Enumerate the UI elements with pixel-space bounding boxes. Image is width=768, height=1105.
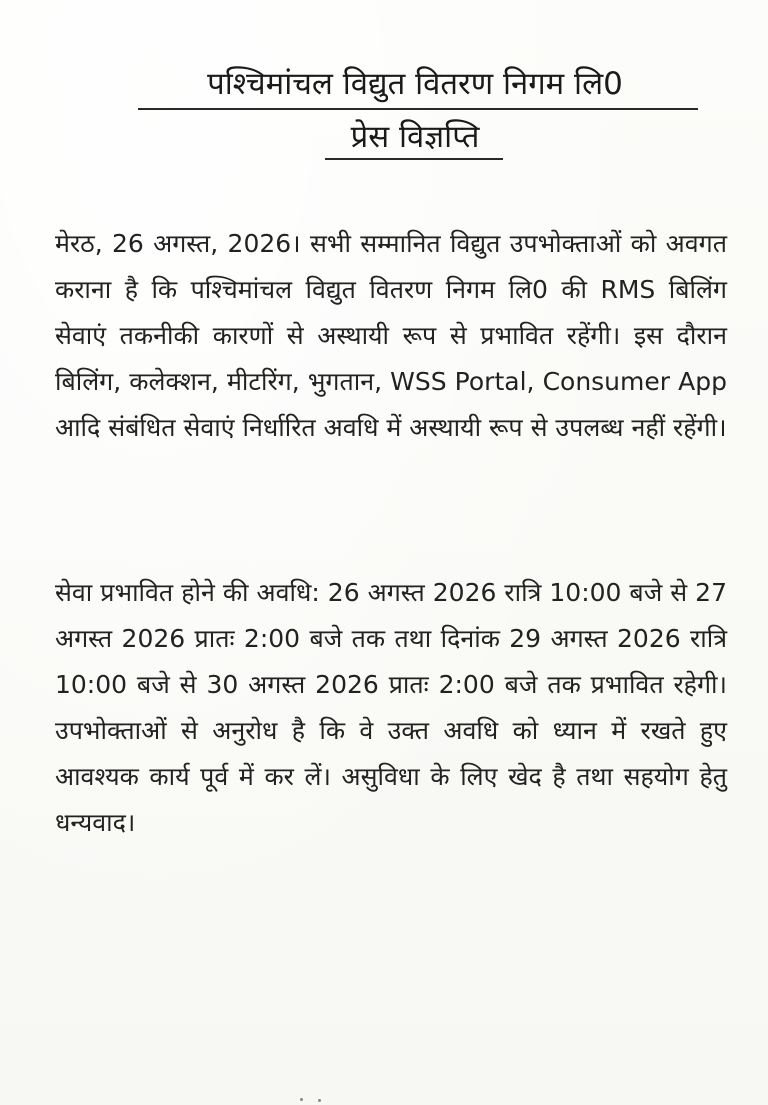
organization-title: पश्चिमांचल विद्युत वितरण निगम लि0 [207, 66, 623, 102]
document-type-heading: प्रेस विज्ञप्ति [350, 119, 480, 155]
paper-speck [318, 1099, 321, 1102]
paper-speck [300, 1098, 303, 1101]
service-outage-period-paragraph: सेवा प्रभावित होने की अवधि: 26 अगस्त 2026 रात्रि 10:00 बजे से 27 अगस्त 2026 प्रातः 2:00 बजे तक तथा दिनांक 29 अगस्त 2026 रात्रि 10:00 बजे से 30 अगस्त 2026 प्रातः 2:00 बजे तक प्रभावित रहेगी। उपभोक्ताओं से अनुरोध है कि वे उक्त अवधि को ध्यान में रखते हुए आवश्यक कार्य पूर्व में कर लें। असुविधा के लिए खेद है तथा सहयोग हेतु धन्यवाद। [55, 578, 727, 837]
title-underline [138, 108, 698, 110]
announcement-paragraph: मेरठ, 26 अगस्त, 2026। सभी सम्मानित विद्युत उपभोक्ताओं को अवगत कराना है कि पश्चिमांचल विद्युत वितरण निगम लि0 की RMS बिलिंग सेवाएं तकनीकी कारणों से अस्थायी रूप से प्रभावित रहेंगी। इस दौरान बिलिंग, कलेक्शन, मीटरिंग, भुगतान, WSS Portal, Consumer App आदि संबंधित सेवाएं निर्धारित अवधि में अस्थायी रूप से उपलब्ध नहीं रहेंगी। [55, 229, 727, 442]
subtitle-underline [325, 158, 503, 160]
